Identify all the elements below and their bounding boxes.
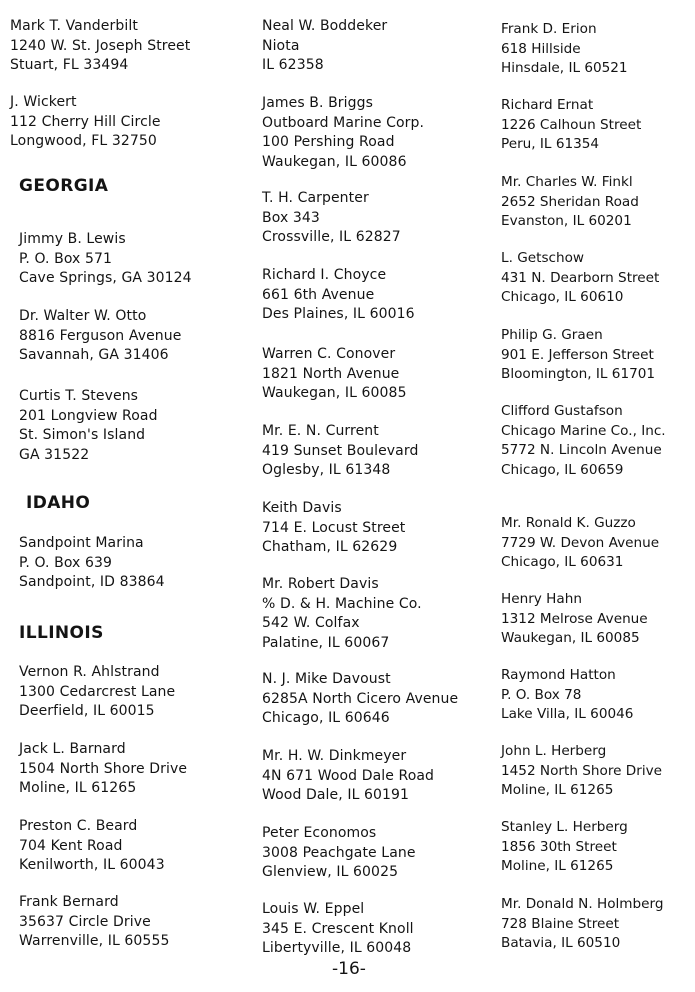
address-entry [19, 307, 249, 366]
address-entry [10, 17, 240, 76]
entry-line: Chicago, IL 60646 [262, 710, 390, 726]
address-entry [262, 747, 487, 806]
address-entry [19, 740, 249, 799]
address-entry [262, 94, 487, 172]
entry-line: 2652 Sheridan Road [501, 193, 639, 210]
address-entry [19, 817, 249, 876]
entry-name: Mr. H. W. Dinkmeyer [262, 748, 407, 764]
entry-name: Warren C. Conover [262, 346, 396, 362]
entry-line: Niota [262, 37, 300, 54]
entry-line: P. O. Box 78 [501, 686, 582, 703]
address-entry [501, 742, 693, 801]
entry-line: 431 N. Dearborn Street [501, 269, 660, 286]
entry-name: Richard I. Choyce [262, 267, 387, 283]
address-entry [19, 534, 249, 593]
entry-line: 1452 North Shore Drive [501, 762, 663, 779]
entry-line: Oglesby, IL 61348 [262, 462, 391, 478]
address-entry [501, 96, 693, 155]
entry-line: Kenilworth, IL 60043 [19, 857, 165, 873]
address-entry [501, 326, 693, 385]
address-entry [501, 20, 693, 79]
entry-name: Keith Davis [262, 500, 342, 516]
entry-line: Bloomington, IL 61701 [501, 366, 656, 382]
entry-name: John L. Herberg [501, 743, 607, 759]
entry-line: Sandpoint, ID 83864 [19, 574, 165, 590]
entry-name: T. H. Carpenter [262, 190, 369, 206]
address-entry [262, 422, 487, 481]
entry-name: Mr. Charles W. Finkl [501, 174, 633, 190]
entry-line: Warrenville, IL 60555 [19, 933, 170, 949]
entry-name: Vernon R. Ahlstrand [19, 664, 160, 680]
entry-name: Mr. E. N. Current [262, 423, 379, 439]
entry-line: Libertyville, IL 60048 [262, 940, 412, 956]
entry-line: Hinsdale, IL 60521 [501, 60, 628, 76]
address-entry [501, 590, 693, 649]
entry-line: Moline, IL 61265 [501, 782, 614, 798]
entry-name: Preston C. Beard [19, 818, 138, 834]
entry-name: Curtis T. Stevens [19, 388, 139, 404]
entry-line: Palatine, IL 60067 [262, 634, 390, 651]
address-entry [262, 189, 487, 248]
state-heading-illinois: ILLINOIS [19, 623, 104, 643]
entry-line: Batavia, IL 60510 [501, 935, 621, 951]
entry-line: 704 Kent Road [19, 837, 123, 854]
entry-line: Outboard Marine Corp. [262, 114, 425, 131]
entry-line: Evanston, IL 60201 [501, 213, 632, 229]
entry-line: Savannah, GA 31406 [19, 347, 169, 363]
entry-line: 1821 North Avenue [262, 365, 400, 382]
entry-line: IL 62358 [262, 57, 324, 73]
entry-line: 112 Cherry Hill Circle [10, 113, 161, 130]
address-entry [19, 230, 249, 289]
entry-line: 1856 30th Street [501, 838, 617, 855]
entry-line: P. O. Box 639 [19, 554, 113, 571]
address-entry [501, 514, 693, 573]
page-number: -16- [332, 959, 366, 979]
address-entry [19, 893, 249, 952]
entry-line: Chatham, IL 62629 [262, 539, 398, 555]
entry-line: 7729 W. Devon Avenue [501, 534, 660, 551]
entry-line: Glenview, IL 60025 [262, 864, 399, 880]
entry-line: Chicago, IL 60631 [501, 554, 624, 570]
address-entry [262, 824, 487, 883]
entry-line: Box 343 [262, 209, 320, 226]
entry-line: 661 6th Avenue [262, 286, 375, 303]
entry-line: Chicago, IL 60610 [501, 289, 624, 305]
state-heading-georgia: GEORGIA [19, 176, 109, 196]
entry-name: N. J. Mike Davoust [262, 671, 391, 687]
entry-line: 901 E. Jefferson Street [501, 346, 654, 363]
address-entry [501, 402, 693, 480]
address-entry [501, 249, 693, 308]
entry-name: Raymond Hatton [501, 667, 616, 683]
address-entry [262, 900, 487, 959]
entry-line: 542 W. Colfax [262, 615, 360, 631]
entry-name: J. Wickert [10, 94, 77, 110]
entry-name: Frank D. Erion [501, 21, 597, 37]
entry-line: Chicago, IL 60659 [501, 461, 624, 478]
entry-line: Lake Villa, IL 60046 [501, 706, 634, 722]
entry-line: 6285A North Cicero Avenue [262, 690, 459, 707]
entry-line: 100 Pershing Road [262, 134, 395, 150]
entry-line: Waukegan, IL 60085 [262, 385, 407, 401]
entry-line: Moline, IL 61265 [19, 780, 137, 796]
address-entry [501, 666, 693, 725]
entry-name: Dr. Walter W. Otto [19, 308, 147, 324]
entry-line: Chicago Marine Co., Inc. [501, 422, 666, 439]
entry-line: 1300 Cedarcrest Lane [19, 683, 176, 700]
entry-line: 5772 N. Lincoln Avenue [501, 442, 662, 458]
entry-line: Wood Dale, IL 60191 [262, 787, 410, 803]
entry-name: Sandpoint Marina [19, 535, 144, 551]
entry-line: 728 Blaine Street [501, 915, 620, 932]
entry-name: Jimmy B. Lewis [19, 231, 126, 247]
entry-line: 201 Longview Road [19, 407, 158, 424]
entry-line: P. O. Box 571 [19, 250, 113, 267]
address-entry [262, 266, 487, 325]
entry-line: Stuart, FL 33494 [10, 57, 129, 73]
entry-line: Longwood, FL 32750 [10, 133, 157, 149]
entry-name: Louis W. Eppel [262, 901, 365, 917]
entry-name: Richard Ernat [501, 97, 594, 113]
entry-line: 4N 671 Wood Dale Road [262, 767, 435, 784]
entry-name: Mr. Ronald K. Guzzo [501, 515, 636, 531]
address-entry [501, 895, 693, 954]
address-entry [262, 575, 487, 653]
entry-line: 618 Hillside [501, 40, 581, 57]
entry-name: L. Getschow [501, 250, 585, 266]
entry-name: Philip G. Graen [501, 327, 603, 343]
address-entry [10, 93, 240, 152]
entry-line: Waukegan, IL 60085 [501, 630, 640, 646]
entry-line: % D. & H. Machine Co. [262, 595, 422, 612]
entry-name: Stanley L. Herberg [501, 819, 628, 835]
entry-name: Mr. Robert Davis [262, 576, 379, 592]
address-entry [501, 173, 693, 232]
entry-line: 1312 Melrose Avenue [501, 610, 648, 627]
address-entry [262, 17, 487, 76]
entry-line: 1504 North Shore Drive [19, 760, 188, 777]
entry-line: St. Simon's Island [19, 427, 146, 443]
entry-line: 8816 Ferguson Avenue [19, 327, 182, 344]
address-entry [501, 818, 693, 877]
entry-line: Waukegan, IL 60086 [262, 153, 407, 170]
entry-name: James B. Briggs [262, 95, 374, 111]
entry-line: 1226 Calhoun Street [501, 116, 642, 133]
entry-line: 1240 W. St. Joseph Street [10, 37, 191, 54]
entry-name: Mr. Donald N. Holmberg [501, 896, 664, 912]
entry-name: Henry Hahn [501, 591, 582, 607]
entry-line: Peru, IL 61354 [501, 136, 600, 152]
entry-name: Frank Bernard [19, 894, 119, 910]
entry-line: Crossville, IL 62827 [262, 229, 401, 245]
entry-line: 35637 Circle Drive [19, 913, 151, 930]
address-entry [262, 670, 487, 729]
entry-line: 345 E. Crescent Knoll [262, 920, 414, 937]
entry-line: 714 E. Locust Street [262, 519, 406, 536]
entry-name: Jack L. Barnard [19, 741, 126, 757]
address-entry [262, 499, 487, 558]
entry-line: Moline, IL 61265 [501, 858, 614, 874]
address-entry [19, 387, 249, 465]
entry-line: Deerfield, IL 60015 [19, 703, 155, 719]
address-entry [19, 663, 249, 722]
entry-line: 419 Sunset Boulevard [262, 442, 419, 459]
entry-name: Neal W. Boddeker [262, 18, 388, 34]
entry-line: Cave Springs, GA 30124 [19, 270, 192, 286]
entry-name: Peter Economos [262, 825, 377, 841]
address-entry [262, 345, 487, 404]
entry-line: Des Plaines, IL 60016 [262, 306, 415, 322]
entry-name: Clifford Gustafson [501, 403, 623, 419]
entry-name: Mark T. Vanderbilt [10, 18, 138, 34]
entry-line: GA 31522 [19, 446, 90, 463]
entry-line: 3008 Peachgate Lane [262, 844, 416, 861]
state-heading-idaho: IDAHO [26, 493, 91, 513]
